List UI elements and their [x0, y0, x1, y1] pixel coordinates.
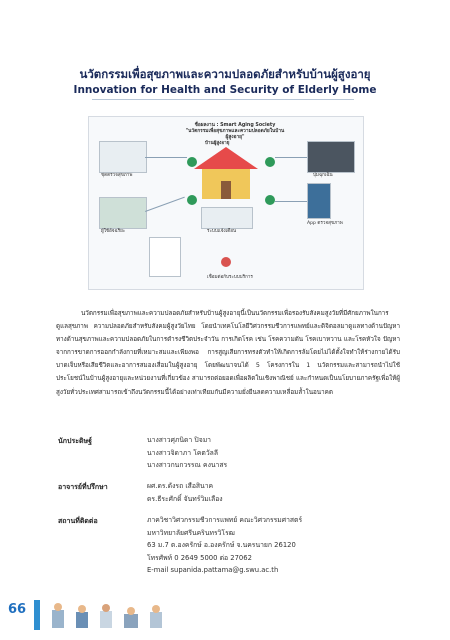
- connector-node-icon: [265, 195, 275, 205]
- contact-email: E-mail supanida.pattama@g.swu.ac.th: [147, 566, 279, 574]
- connector-line: [275, 157, 307, 158]
- home-icon: [194, 147, 258, 199]
- contact-phone: โทรศัพท์ 0 2649 5000 ต่อ 27062: [147, 553, 252, 562]
- infographic-center-label: บ้านผู้สูงอายุ: [205, 141, 230, 146]
- innovators-list: [147, 434, 227, 472]
- footer-illustration: [48, 602, 308, 630]
- infographic-item-label: ปุ่มฉุกเฉิน: [313, 173, 333, 178]
- page-subtitle: Innovation for Health and Security of Elderly Home: [73, 84, 377, 96]
- connector-line: [275, 201, 307, 202]
- health-app-photo: [307, 183, 331, 219]
- title-divider: [92, 99, 354, 100]
- emergency-button-photo: [307, 141, 355, 173]
- infographic-item-label: เชื่อมต่อกับระบบบริการ: [207, 275, 253, 280]
- connector-node-icon: [221, 257, 231, 267]
- infographic-item-label: App ตรวจสุขภาพ: [307, 221, 343, 226]
- infographic-item-label: ชุดตรวจสุขภาพ: [101, 173, 133, 178]
- contact-details: [147, 514, 302, 577]
- description-paragraph: นวัตกรรมเพื่อสุขภาพและความปลอดภัยสำหรับบ้านผู้สูงอายุนี้เป็นนวัตกรรมเพื่อรองรับสังคมสูงวัยที่มีศักยภาพในการดูแลสุขภาพ ความปลอดภัยสำหรับสังคมผู้สูงวัยไทย โดยนำเทคโนโลยีวิศวกรรมชีวการแพทย์และดิจิตอลมาดูแลทางด้านปัญหาทางด้านสุขภาพและความปลอดภัยในการดำรงชีวิตประจำวัน การเกิดโรค เช่น โรคความดัน โรคเบาหวาน และโรคหัวใจ ปัญหาจากการขาดการออกกำลังกายที่เหมาะสมและเพียงพอ การสูญเสียการทรงตัวทำให้เกิดการล้มโดยไม่ได้ตั้งใจทำให้ร่างกายได้รับบาดเจ็บหรือเสียชีวิตและอาการสมองเสื่อมในผู้สูงอายุ โดยพัฒนาจนได้ 5 โครงการใน 1 นวัตกรรมและสามารถนำไปใช้ประโยชน์ในบ้านผู้สูงอายุและหน่วยงานที่เกี่ยวข้อง สามารถต่อยอดเพื่อผลิตในเชิงพาณิชย์ และกำหนดเป็นนโยบายภาครัฐเพื่อให้ผู้สูงวัยทั่วประเทศสามารถเข้าถึงนวัตกรรมนี้ได้อย่างเท่าเทียมกันมีความยั่งยืนลดความเหลื่อมล้ำในอนาคต: [56, 310, 400, 396]
- innovator-name: นางสาวกนกวรรณ คงนาสร: [147, 461, 228, 469]
- infographic-item-label: ระบบแจ้งเตือน: [207, 229, 237, 234]
- connector-line: [145, 197, 185, 212]
- page-number: 66: [8, 602, 27, 617]
- health-kit-photo: [99, 141, 147, 173]
- connector-node-icon: [187, 157, 197, 167]
- advisor-name: ดร.ธีระศักดิ์ จันทร์วิมเลือง: [147, 494, 223, 503]
- advisor-name: ผศ.ดร.ดังรถ เสือสินาค: [147, 482, 214, 490]
- smart-user-photo: [99, 197, 147, 229]
- contact-department: ภาควิชาวิศวกรรมชีวการแพทย์ คณะวิศวกรรมศาสตร์: [147, 516, 303, 524]
- innovators-label: นักประดิษฐ์: [58, 437, 93, 445]
- device-photo: [149, 237, 181, 277]
- advisors-list: [147, 480, 223, 505]
- innovator-name: นางสาวศุภนิดา ปิจมา: [147, 436, 211, 444]
- page-title: นวัตกรรมเพื่อสุขภาพและความปลอดภัยสำหรับบ้านผู้สูงอายุ: [79, 67, 371, 81]
- connector-line: [145, 157, 187, 158]
- advisor-label: อาจารย์ที่ปรึกษา: [58, 483, 108, 491]
- contact-label: สถานที่ติดต่อ: [58, 517, 98, 525]
- footer-accent-bar: [34, 600, 40, 630]
- connector-node-icon: [265, 157, 275, 167]
- alert-system-photo: [201, 207, 253, 229]
- contact-university: มหาวิทยาลัยศรีนครินทรวิโรฒ: [147, 528, 235, 537]
- contact-address: 63 ม.7 ต.องครักษ์ อ.องครักษ์ จ.นครนายก 26120: [147, 541, 296, 549]
- infographic-header: ชื่อผลงาน : Smart Aging Society "นวัตกรรมเพื่อสุขภาพและความปลอดภัยในบ้านผู้สูงอายุ": [185, 123, 285, 141]
- innovation-infographic: [88, 116, 364, 290]
- innovator-name: นางสาวจิดาภา โคตวัลลี: [147, 448, 218, 457]
- connector-node-icon: [187, 195, 197, 205]
- infographic-item-label: ผู้ใช้อัจฉริยะ: [101, 229, 126, 234]
